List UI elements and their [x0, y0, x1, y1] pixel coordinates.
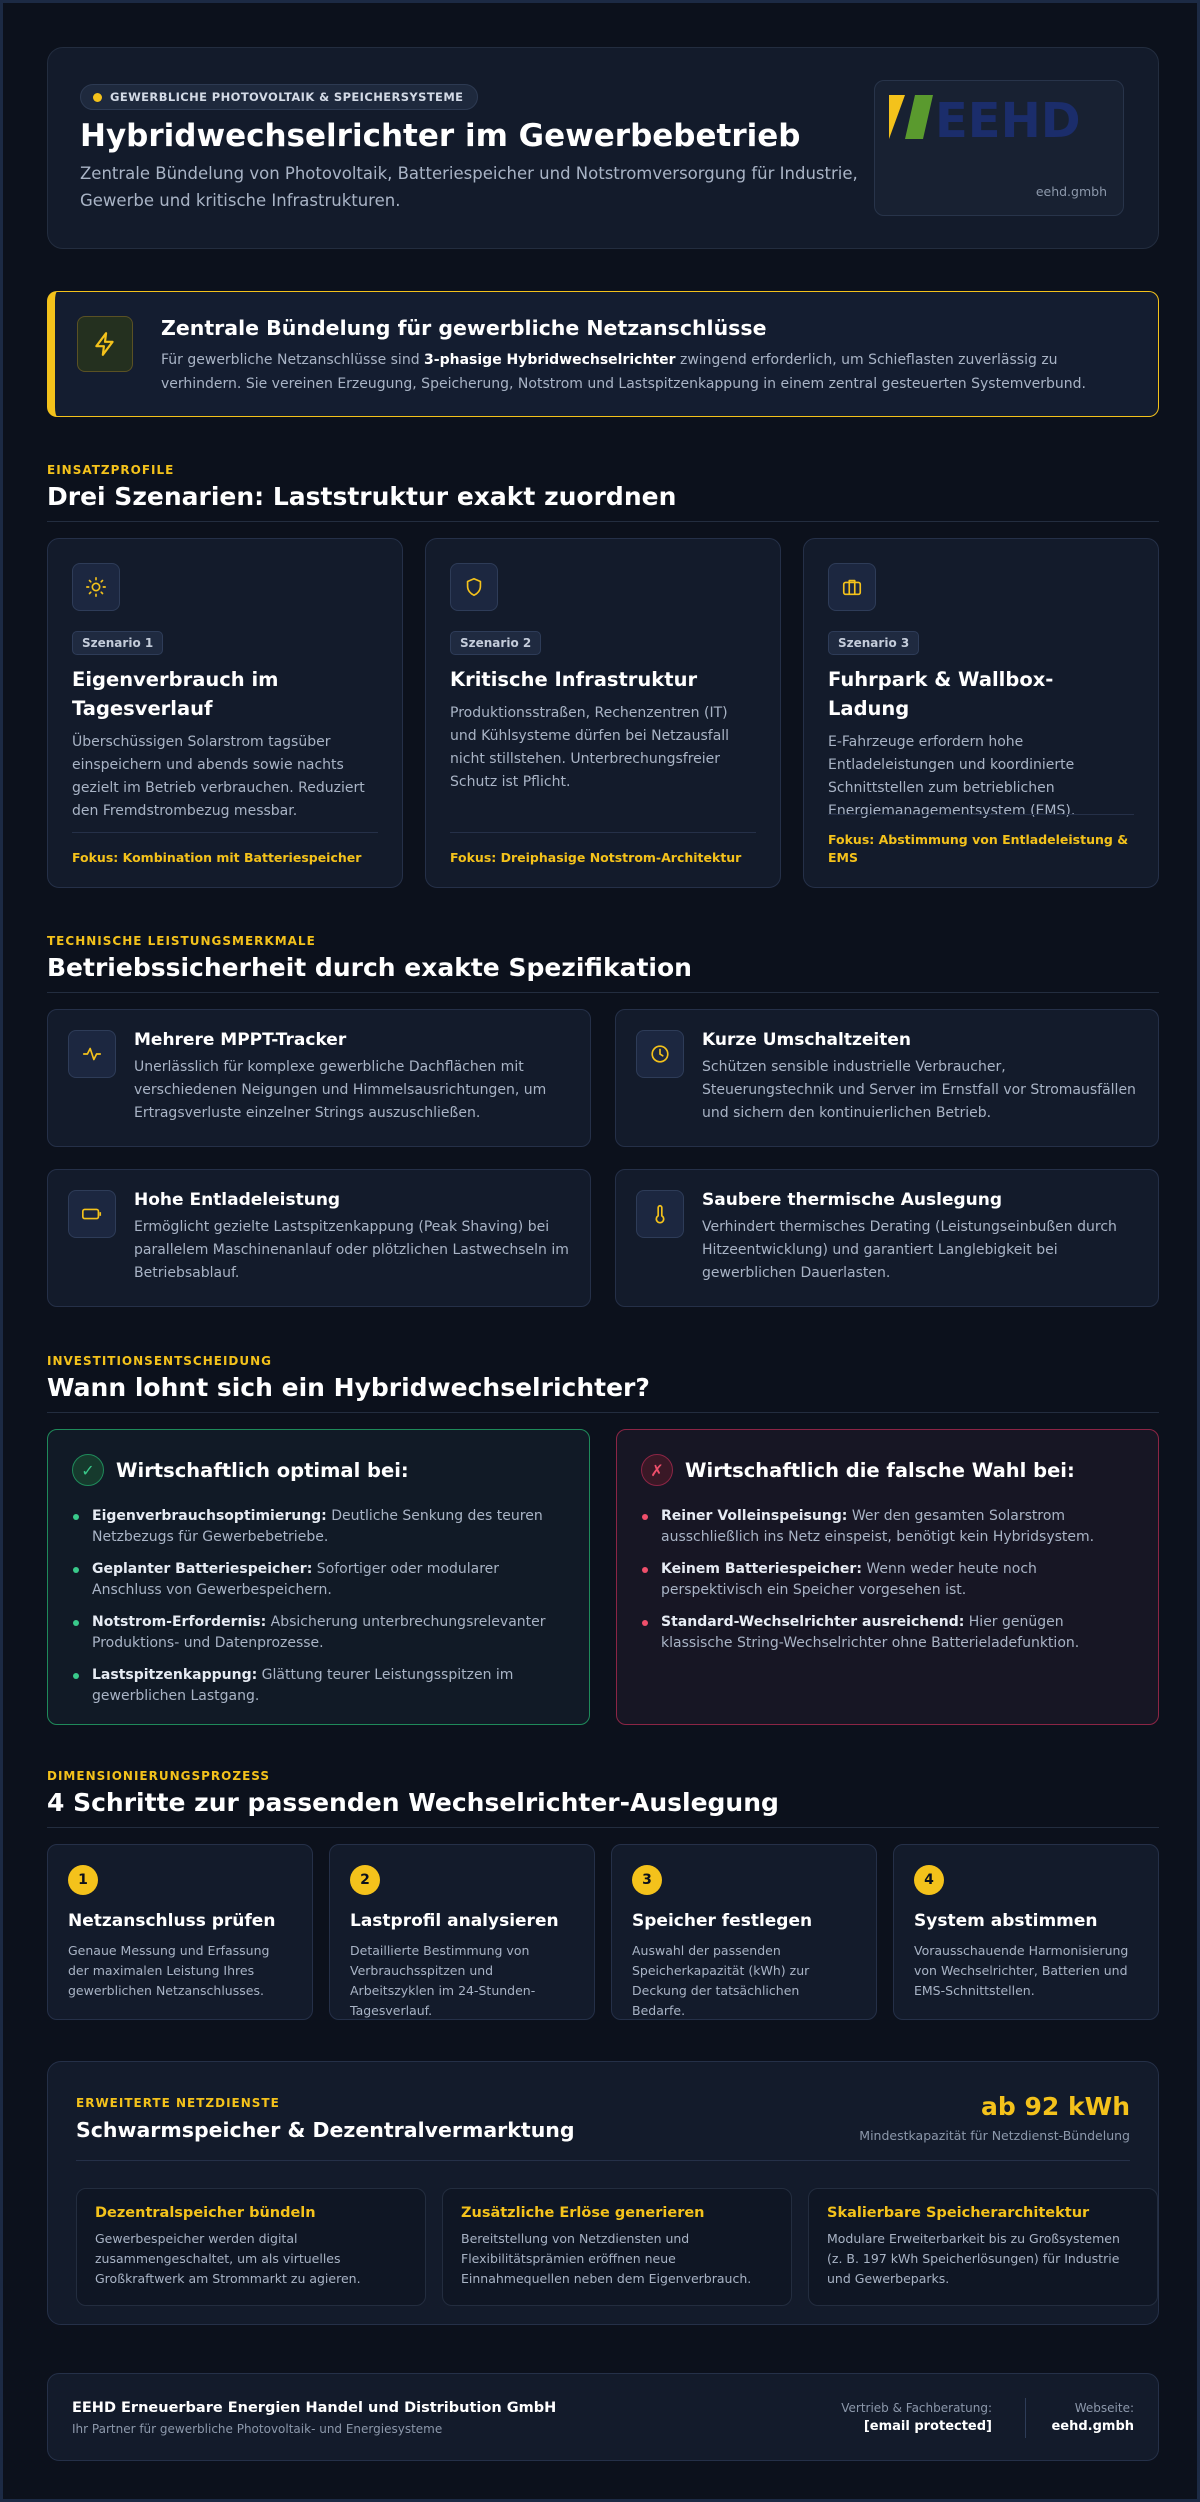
- website-link[interactable]: eehd.gmbh: [1051, 2419, 1134, 2434]
- list-item: [641, 1559, 1134, 1601]
- section-title: Betriebssicherheit durch exakte Spezifikation: [47, 953, 692, 982]
- logo-domain: eehd.gmbh: [1035, 184, 1107, 199]
- swarm-card-title: Zusätzliche Erlöse generieren: [461, 2205, 705, 2221]
- item-label: Keinem Batteriespeicher:: [661, 1561, 862, 1577]
- clock-icon: [636, 1030, 684, 1078]
- swarm-card-title: Dezentralspeicher bündeln: [95, 2205, 316, 2221]
- item-label: Geplanter Batteriespeicher:: [92, 1561, 313, 1577]
- item-text: Wenn weder heute noch perspektivisch ein Speicher vorgesehen ist.: [661, 1561, 1037, 1598]
- item-label: Notstrom-Erfordernis:: [92, 1614, 267, 1630]
- step-card: [329, 1844, 595, 2020]
- feature-title: Hohe Entladeleistung: [134, 1190, 341, 1210]
- scenario-card: [425, 538, 781, 888]
- section-eyebrow: EINSATZPROFILE: [47, 463, 175, 477]
- check-icon: ✓: [72, 1454, 104, 1486]
- sun-icon: [72, 563, 120, 611]
- section-title: 4 Schritte zur passenden Wechselrichter-Auslegung: [47, 1788, 779, 1817]
- category-badge: [80, 84, 478, 110]
- feature-card: [47, 1169, 591, 1307]
- scenario-tag: Szenario 2: [450, 631, 541, 655]
- swarm-card: [76, 2188, 426, 2306]
- pulse-icon: [68, 1030, 116, 1078]
- step-title: System abstimmen: [914, 1911, 1098, 1931]
- battery-icon: [68, 1190, 116, 1238]
- feature-title: Saubere thermische Auslegung: [702, 1190, 1003, 1210]
- section-divider: [47, 992, 1159, 993]
- website-block: [1051, 2401, 1134, 2434]
- capacity-value: ab 92 kWh: [981, 2092, 1130, 2121]
- item-label: Eigenverbrauchsoptimierung:: [92, 1508, 327, 1524]
- badge-dot: [93, 93, 102, 102]
- item-label: Lastspitzenkappung:: [92, 1667, 258, 1683]
- scenario-text: E-Fahrzeuge erfordern hohe Entladeleistungen und koordinierte Schnittstellen zum betrieblichen Energiemanagementsystem (EMS).: [828, 734, 1076, 819]
- step-title: Lastprofil analysieren: [350, 1911, 559, 1931]
- item-text: Glättung teurer Leistungsspitzen im gewerblichen Lastgang.: [92, 1667, 514, 1704]
- item-label: Reiner Volleinspeisung:: [661, 1508, 848, 1524]
- contact-block: [841, 2401, 992, 2434]
- feature-card: [615, 1009, 1159, 1147]
- step-number: 2: [350, 1865, 380, 1895]
- section-title: Wann lohnt sich ein Hybridwechselrichter?: [47, 1373, 650, 1402]
- list-item: [72, 1506, 565, 1548]
- swarm-card-text: Bereitstellung von Netzdiensten und Flexibilitätsprämien eröffnen neue Einnahmequellen neben dem Eigenverbrauch.: [461, 2231, 752, 2286]
- lightning-icon: [77, 316, 133, 372]
- step-number: 4: [914, 1865, 944, 1895]
- section-divider: [47, 1827, 1159, 1828]
- section-eyebrow: ERWEITERTE NETZDIENSTE: [76, 2096, 280, 2110]
- item-text: Deutliche Senkung des teuren Netzbezugs für Gewerbebetriebe.: [92, 1508, 543, 1545]
- feature-title: Mehrere MPPT-Tracker: [134, 1030, 347, 1050]
- scenario-focus: Fokus: Dreiphasige Notstrom-Architektur: [450, 832, 756, 867]
- logo-text: EEHD: [935, 95, 1081, 147]
- pro-title: Wirtschaftlich optimal bei:: [116, 1458, 409, 1482]
- feature-grid: [47, 1009, 1159, 1307]
- pro-card: [47, 1429, 590, 1725]
- features-section: [47, 934, 1159, 1307]
- highlight-box: [47, 291, 1159, 417]
- company-name: EEHD Erneuerbare Energien Handel und Distribution GmbH: [72, 2400, 557, 2416]
- pro-header: [72, 1454, 565, 1486]
- step-text: Vorausschauende Harmonisierung von Wechselrichter, Batterien und EMS-Schnittstellen.: [914, 1943, 1129, 1998]
- hero-header: [47, 47, 1159, 249]
- decision-section: [47, 1354, 1159, 1725]
- section-divider: [47, 1412, 1159, 1413]
- section-divider: [76, 2160, 1130, 2161]
- section-divider: [47, 521, 1159, 522]
- swarm-card: [442, 2188, 792, 2306]
- item-text: Hier genügen klassische String-Wechselrichter ohne Batterieladefunktion.: [661, 1614, 1080, 1651]
- section-eyebrow: DIMENSIONIERUNGSPROZESS: [47, 1769, 271, 1783]
- footer-divider: [1025, 2398, 1026, 2438]
- item-label: Standard-Wechselrichter ausreichend:: [661, 1614, 965, 1630]
- section-eyebrow: TECHNISCHE LEISTUNGSMERKMALE: [47, 934, 316, 948]
- con-header: [641, 1454, 1134, 1486]
- thermometer-icon: [636, 1190, 684, 1238]
- highlight-text-part: zwingend erforderlich, um Schieflasten zuverlässig zu verhindern. Sie vereinen Erzeugung, Speicherung, Notstrom und Lastspitzenkappung in einem zentral gesteuerten Systemverbund.: [161, 352, 1086, 392]
- con-list: [641, 1506, 1134, 1654]
- logo-box: [874, 80, 1124, 216]
- scenarios-section: [47, 463, 1159, 888]
- footer: [47, 2373, 1159, 2461]
- scenario-card: [47, 538, 403, 888]
- highlight-text-part: Für gewerbliche Netzanschlüsse sind: [161, 352, 425, 368]
- scenario-title: Kritische Infrastruktur: [450, 668, 698, 691]
- swarm-cards: [76, 2188, 1158, 2306]
- scenario-title: Fuhrpark & Wallbox-Ladung: [828, 668, 1054, 720]
- list-item: [72, 1612, 565, 1654]
- feature-text: Verhindert thermisches Derating (Leistungseinbußen durch Hitzeentwicklung) und garantiert Langlebigkeit bei gewerblichen Dauerlasten.: [702, 1219, 1117, 1281]
- list-item: [72, 1559, 565, 1601]
- steps-section: [47, 1769, 1159, 2020]
- swarm-card-text: Modulare Erweiterbarkeit bis zu Großsystemen (z. B. 197 kWh Speicherlösungen) für Industrie und Gewerbeparks.: [827, 2231, 1120, 2286]
- swarm-card-title: Skalierbare Speicherarchitektur: [827, 2205, 1090, 2221]
- page-title: Hybridwechselrichter im Gewerbebetrieb: [80, 118, 801, 154]
- briefcase-icon: [828, 563, 876, 611]
- eehd-logo: [889, 95, 1111, 147]
- highlight-text: [161, 348, 1121, 396]
- badge-label: GEWERBLICHE PHOTOVOLTAIK & SPEICHERSYSTEME: [110, 90, 464, 104]
- highlight-title: Zentrale Bündelung für gewerbliche Netzanschlüsse: [161, 316, 767, 340]
- list-item: [641, 1506, 1134, 1548]
- step-card: [611, 1844, 877, 2020]
- feature-card: [47, 1009, 591, 1147]
- scenario-cards: [47, 538, 1159, 888]
- list-item: [641, 1612, 1134, 1654]
- section-eyebrow: INVESTITIONSENTSCHEIDUNG: [47, 1354, 272, 1368]
- item-text: Wer den gesamten Solarstrom ausschließlich ins Netz einspeist, benötigt kein Hybridsystem.: [661, 1508, 1095, 1545]
- scenario-card: [803, 538, 1159, 888]
- step-text: Auswahl der passenden Speicherkapazität (kWh) zur Deckung der tatsächlichen Bedarfe.: [632, 1943, 810, 2018]
- shield-icon: [450, 563, 498, 611]
- step-title: Speicher festlegen: [632, 1911, 813, 1931]
- feature-card: [615, 1169, 1159, 1307]
- swarm-card-text: Gewerbespeicher werden digital zusammengeschaltet, um als virtuelles Großkraftwerk am Strommarkt zu agieren.: [95, 2231, 361, 2286]
- company-tagline: Ihr Partner für gewerbliche Photovoltaik- und Energiesysteme: [72, 2422, 443, 2436]
- feature-text: Ermöglicht gezielte Lastspitzenkappung (Peak Shaving) bei parallelem Maschinenanlauf oder plötzlichen Lastwechseln im Betriebsablauf.: [134, 1219, 569, 1281]
- step-cards: [47, 1844, 1159, 2020]
- con-title: Wirtschaftlich die falsche Wahl bei:: [685, 1458, 1075, 1482]
- highlight-text-bold: 3-phasige Hybridwechselrichter: [424, 352, 676, 368]
- swarm-card: [808, 2188, 1158, 2306]
- list-item: [72, 1665, 565, 1707]
- step-card: [47, 1844, 313, 2020]
- pro-list: [72, 1506, 565, 1707]
- step-text: Detaillierte Bestimmung von Verbrauchsspitzen und Arbeitszyklen im 24-Stunden-Tagesverlauf.: [350, 1943, 536, 2018]
- section-title: Drei Szenarien: Laststruktur exakt zuordnen: [47, 482, 677, 511]
- scenario-tag: Szenario 1: [72, 631, 163, 655]
- page-subtitle: Zentrale Bündelung von Photovoltaik, Batteriespeicher und Notstromversorgung für Industrie, Gewerbe und kritische Infrastrukturen.: [80, 164, 858, 210]
- item-text: Absicherung unterbrechungsrelevanter Produktions- und Datenprozesse.: [92, 1614, 546, 1651]
- scenario-title: Eigenverbrauch im Tagesverlauf: [72, 668, 279, 720]
- decision-cards: [47, 1429, 1159, 1725]
- step-card: [893, 1844, 1159, 2020]
- step-text: Genaue Messung und Erfassung der maximalen Leistung Ihres gewerblichen Netzanschlusses.: [68, 1943, 270, 1998]
- contact-label: Vertrieb & Fachberatung:: [841, 2401, 992, 2415]
- item-text: Sofortiger oder modularer Anschluss von Gewerbespeichern.: [92, 1561, 500, 1598]
- capacity-caption: Mindestkapazität für Netzdienst-Bündelung: [859, 2128, 1130, 2143]
- step-number: 3: [632, 1865, 662, 1895]
- scenario-tag: Szenario 3: [828, 631, 919, 655]
- contact-email-link[interactable]: [email protected]: [863, 2419, 992, 2434]
- con-card: [616, 1429, 1159, 1725]
- feature-text: Unerlässlich für komplexe gewerbliche Dachflächen mit verschiedenen Neigungen und Himmelsausrichtungen, um Ertragsverluste einzelner Strings auszuschließen.: [134, 1059, 547, 1121]
- swarm-section: [47, 2061, 1159, 2325]
- scenario-text: Überschüssigen Solarstrom tagsüber einspeichern und abends sowie nachts gezielt im Betrieb verbrauchen. Reduziert den Fremdstrombezug messbar.: [72, 734, 365, 819]
- scenario-focus: Fokus: Kombination mit Batteriespeicher: [72, 832, 378, 867]
- scenario-text: Produktionsstraßen, Rechenzentren (IT) und Kühlsysteme dürfen bei Netzausfall nicht stillstehen. Unterbrechungsfreier Schutz ist Pflicht.: [450, 705, 730, 790]
- cross-icon: ✗: [641, 1454, 673, 1486]
- feature-title: Kurze Umschaltzeiten: [702, 1030, 911, 1050]
- section-title: Schwarmspeicher & Dezentralvermarktung: [76, 2118, 575, 2142]
- step-number: 1: [68, 1865, 98, 1895]
- feature-text: Schützen sensible industrielle Verbraucher, Steuerungstechnik und Server im Ernstfall vor Stromausfällen und sichern den kontinuierlichen Betrieb.: [702, 1059, 1136, 1121]
- website-label: Webseite:: [1074, 2401, 1134, 2415]
- step-title: Netzanschluss prüfen: [68, 1911, 276, 1931]
- scenario-focus: Fokus: Abstimmung von Entladeleistung & EMS: [828, 814, 1134, 867]
